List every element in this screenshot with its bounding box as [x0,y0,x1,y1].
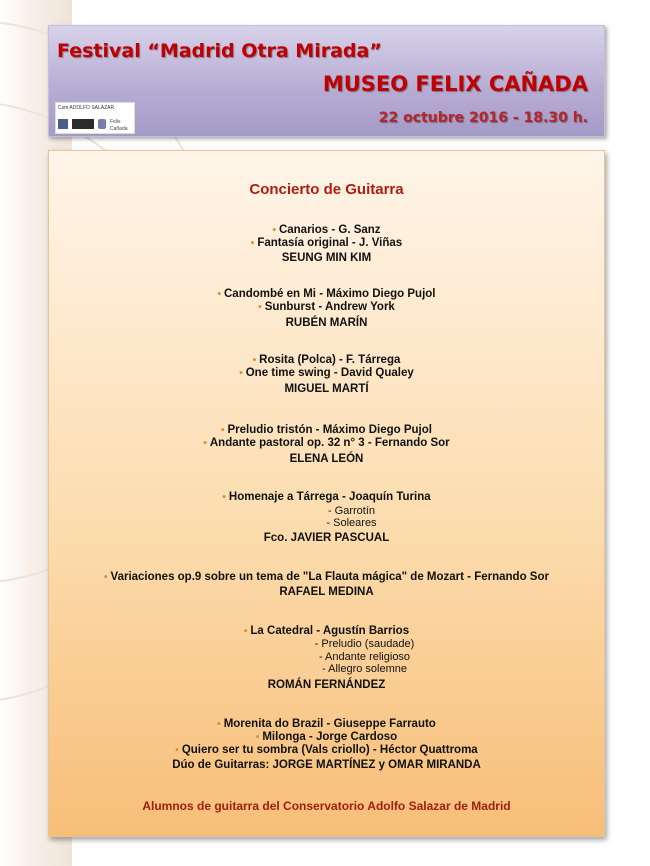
movement-item: - Soleares [326,517,377,529]
bullet-icon: • [221,425,225,436]
sponsor-logos [55,102,135,134]
movement-item: - Preludio (saudade) [314,638,415,650]
program-piece: • La Catedral - Agustín Barrios [243,625,410,637]
header-banner [48,25,605,137]
logo-mark-icon [58,119,68,129]
program-piece: • Quiero ser tu sombra (Vals criollo) - Héctor Quattroma [175,744,478,756]
logo-row [58,119,132,132]
bullet-icon: • [243,626,248,637]
program-piece: • Homenaje a Tárrega - Joaquín Turina [222,491,431,503]
performer-name: RUBÉN MARÍN [285,317,368,329]
program-piece: • Milonga - Jorge Cardoso [255,731,398,743]
event-date: 22 octubre 2016 - 18.30 h. [378,110,588,126]
conservatory-note: Alumnos de guitarra del Conservatorio Adolfo Salazar de Madrid [142,799,511,813]
program-panel [48,150,605,837]
felix-canada-logo: Felix Cañada [110,119,128,132]
movement-item: - Garrotín [327,505,376,517]
program-piece: • Candombé en Mi - Máximo Diego Pujol [217,288,436,300]
performer-name: Dúo de Guitarras: JORGE MARTÍNEZ y OMAR MIRANDA [172,759,481,771]
performer-name: MIGUEL MARTÍ [284,383,369,395]
movement-item: - Allegro solemne [322,663,407,675]
program-piece: • Morenita do Brazil - Giuseppe Farrauto [217,718,436,730]
bullet-icon: • [250,238,255,249]
bullet-icon: • [272,225,276,236]
bullet-icon: • [217,719,221,730]
program-piece: • Sunburst - Andrew York [258,301,395,313]
bullet-icon: • [104,572,108,583]
bullet-icon: • [258,302,262,313]
csm-logo: Csm ADOLFO SALAZAR [58,105,115,111]
bullet-icon: • [239,368,243,379]
bullet-icon: • [217,289,221,300]
program-piece: • One time swing - David Qualey [239,367,414,379]
logo-mark-icon [72,119,94,129]
museum-name: MUSEO FELIX CAÑADA [322,72,588,96]
concert-title: Concierto de Guitarra [249,181,404,198]
bullet-icon: • [175,745,179,756]
performer-name: Fco. JAVIER PASCUAL [263,532,390,544]
bullet-icon: • [222,492,226,503]
bullet-icon: • [203,438,207,449]
bullet-icon: • [255,732,260,743]
performer-name: SEUNG MIN KIM [281,252,372,264]
seal-icon [98,119,106,129]
program-piece: • Fantasía original - J. Viñas [250,237,403,249]
festival-title: Festival “Madrid Otra Mirada” [57,40,382,62]
program-piece: • Preludio tristón - Máximo Diego Pujol [221,424,432,436]
bullet-icon: • [252,355,257,366]
program-piece: • Rosita (Polca) - F. Tárrega [252,354,401,366]
performer-name: ELENA LEÓN [289,453,364,465]
program-piece: • Canarios - G. Sanz [272,224,381,236]
performer-name: ROMÁN FERNÁNDEZ [267,679,386,691]
performer-name: RAFAEL MEDINA [279,586,374,598]
program-piece: • Variaciones op.9 sobre un tema de "La Flauta mágica" de Mozart - Fernando Sor [104,571,549,583]
program-piece: • Andante pastoral op. 32 n° 3 - Fernando Sor [203,437,450,449]
movement-item: - Andante religioso [318,651,411,663]
